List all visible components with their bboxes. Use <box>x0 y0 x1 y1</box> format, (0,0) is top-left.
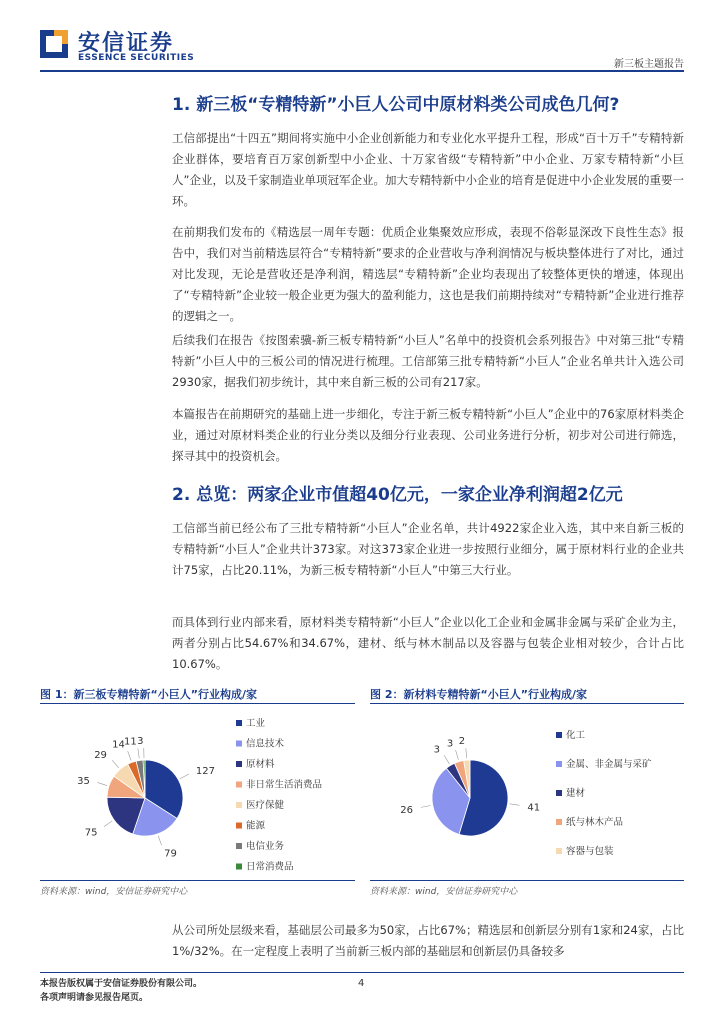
figure2-bottom-rule <box>370 880 684 881</box>
legend-label: 电信业务 <box>246 841 285 852</box>
pie-leader-line <box>444 755 449 764</box>
pie-data-label: 75 <box>84 827 98 839</box>
figure1-top-rule <box>40 703 355 704</box>
legend-label: 工业 <box>246 718 266 729</box>
pie-data-label: 29 <box>94 750 107 762</box>
legend-label: 化工 <box>566 730 586 741</box>
section2-paragraph-1: 工信部当前已经公布了三批专精特新“小巨人”企业名单，共计4922家企业入选，其中来自新三板的专精特新“小巨人”企业共计373家。对这373家企业进一步按照行业细分，属于原材料行业的企业共计75家，占比20.11%，为新三板专精特新“小巨人”中第三大行业。 <box>172 521 684 577</box>
figure2-source: 资料来源：wind，安信证券研究中心 <box>370 887 518 897</box>
logo-text-cn: 安信证券 <box>78 31 175 56</box>
pie-leader-line <box>456 750 459 760</box>
legend-label: 金属、非金属与采矿 <box>566 759 652 770</box>
report-type: 新三板主题报告 <box>614 59 684 70</box>
pie-leader-line <box>421 805 431 807</box>
pie-leader-line <box>466 748 467 758</box>
legend-swatch <box>236 802 242 808</box>
pie-leader-line <box>128 751 131 760</box>
footer-divider <box>40 972 684 973</box>
legend-label: 建材 <box>566 788 586 799</box>
pie-leader-line <box>104 821 112 827</box>
figure2-pie-chart <box>370 706 684 878</box>
pie-data-label: 14 <box>112 739 125 751</box>
legend-swatch <box>556 848 562 854</box>
legend-swatch <box>236 864 242 870</box>
footer-copyright: 本报告版权属于安信证券股份有限公司。 <box>40 979 203 989</box>
pie-data-label: 2 <box>458 736 466 748</box>
pie-data-label: 41 <box>527 802 541 814</box>
pie-leader-line <box>138 749 139 759</box>
header-divider <box>40 70 684 72</box>
legend-swatch <box>236 843 242 849</box>
pie-data-label: 79 <box>164 848 177 860</box>
pie-data-label: 127 <box>195 766 215 778</box>
pie-leader-line <box>97 782 107 785</box>
figure1-bottom-rule <box>40 880 355 881</box>
page-number: 4 <box>358 978 365 989</box>
section3-paragraph: 从公司所处层级来看，基础层公司最多为50家，占比67%；精选层和创新层分别有1家和24家，占比1%/32%。在一定程度上表明了当前新三板内部的基础层和创新层仍具备较多 <box>172 923 684 958</box>
pie-leader-line <box>158 836 161 845</box>
pie-data-label: 26 <box>400 804 414 816</box>
figure1-source: 资料来源：wind，安信证券研究中心 <box>40 887 188 897</box>
figure2-title: 图 2：新材料专精特新“小巨人”行业构成/家 <box>370 688 587 701</box>
legend-swatch <box>556 732 562 738</box>
pie-leader-line <box>112 760 119 768</box>
section1-heading: 1. 新三板“专精特新”小巨人公司中原材料类公司成色几何? <box>172 95 620 115</box>
legend-label: 原材料 <box>246 759 275 770</box>
footer-disclaimer: 各项声明请参见报告尾页。 <box>40 993 149 1003</box>
legend-swatch <box>556 790 562 796</box>
legend-swatch <box>236 782 242 788</box>
legend-label: 日常消费品 <box>246 861 294 873</box>
pie-data-label: 11 <box>123 736 137 748</box>
legend-label: 医疗保健 <box>246 800 285 811</box>
logo-icon <box>40 30 68 58</box>
legend-label: 能源 <box>246 820 266 832</box>
section2-heading: 2. 总览：两家企业市值超40亿元，一家企业净利润超2亿元 <box>172 485 623 505</box>
legend-swatch <box>236 741 242 747</box>
pie-data-label: 3 <box>446 738 454 750</box>
section1-paragraph-3: 后续我们在报告《按图索骥-新三板专精特新“小巨人”名单中的投资机会系列报告》中对第三批“专精特新”小巨人中的三板公司的情况进行梳理。工信部第三批专精特新“小巨人”企业名单共计入选公司2930家，据我们初步统计，其中来自新三板的公司有217家。 <box>172 333 684 389</box>
legend-label: 非日常生活消费品 <box>246 779 323 791</box>
legend-label: 容器与包装 <box>566 846 614 857</box>
legend-swatch <box>556 761 562 767</box>
figure1-pie-chart <box>40 706 355 878</box>
pie-leader-line <box>180 774 189 779</box>
legend-swatch <box>236 720 242 726</box>
legend-swatch <box>236 761 242 767</box>
legend-label: 信息技术 <box>246 738 285 750</box>
legend-swatch <box>556 819 562 825</box>
section1-paragraph-2: 在前期我们发布的《精选层一周年专题：优质企业集聚效应形成，表现不俗彰显深改下良性生态》报告中，我们对当前精选层符合“专精特新”要求的企业营收与净利润情况与板块整体进行了对比，通过对比发现，无论是营收还是净利润，精选层“专精特新”企业均表现出了较整体更快的增速，体现出了“专精特新”企业较一般企业更为强大的盈利能力，这也是我们前期持续对“专精特新”企业进行推荐的逻辑之一。 <box>172 225 684 323</box>
logo-text-en: ESSENCE SECURITIES <box>78 53 195 63</box>
pie-data-label: 3 <box>433 744 440 756</box>
pie-leader-line <box>510 804 520 805</box>
section2-paragraph-2: 而具体到行业内部来看，原材料类专精特新“小巨人”企业以化工企业和金属非金属与采矿企业为主，两者分别占比54.67%和34.67%，建材、纸与林木制品以及容器与包装企业相对较少，合计占比10.67%。 <box>172 615 684 671</box>
section1-paragraph-1: 工信部提出“十四五”期间将实施中小企业创新能力和专业化水平提升工程，形成“百十万千”专精特新企业群体，要培育百万家创新型中小企业、十万家省级“专精特新”中小企业、万家专精特新“小巨人”企业，以及千家制造业单项冠军企业。加大专精特新中小企业的培育是促进中小企业发展的重要一环。 <box>172 131 684 208</box>
section1-paragraph-4: 本篇报告在前期研究的基础上进一步细化，专注于新三板专精特新“小巨人”企业中的76家原材料类企业，通过对原材料类企业的行业分类以及细分行业表现、公司业务进行分析，初步对公司进行筛选，探寻其中的投资机会。 <box>172 407 684 463</box>
pie-data-label: 35 <box>77 775 90 787</box>
legend-swatch <box>236 823 242 829</box>
figure1-title: 图 1：新三板专精特新“小巨人”行业构成/家 <box>40 688 257 701</box>
legend-label: 纸与林木产品 <box>566 817 624 828</box>
figure2-top-rule <box>370 703 684 704</box>
pie-data-label: 3 <box>137 736 144 748</box>
